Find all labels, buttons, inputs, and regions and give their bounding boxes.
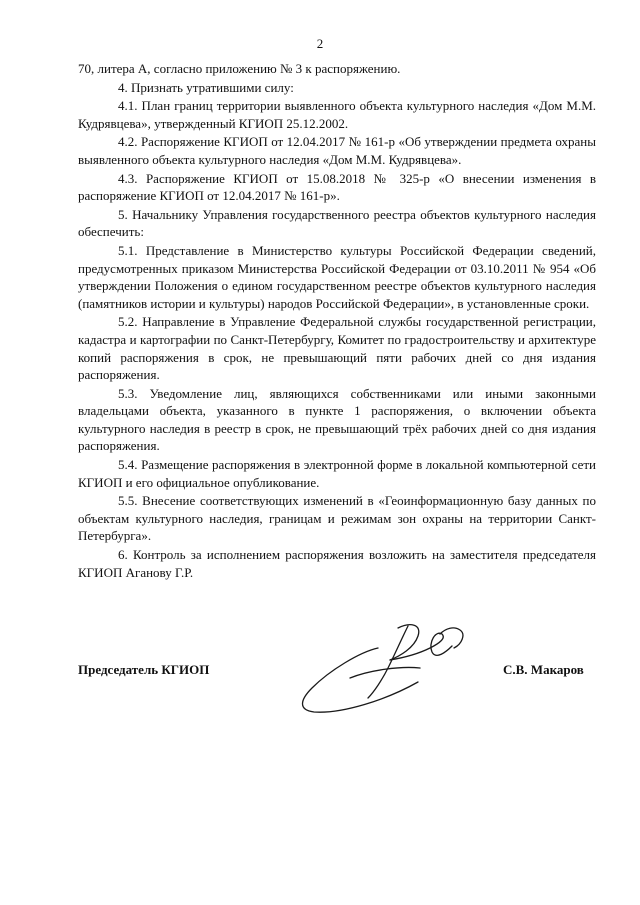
paragraph-item-4-1: 4.1. План границ территории выявленного объекта культурного наследия «Дом М.М. Кудрявцева», утвержденный КГИОП 25.12.2002.	[78, 98, 596, 131]
paragraph-item-4-3: 4.3. Распоряжение КГИОП от 15.08.2018 № 325-р «О внесении изменения в распоряжение КГИОП от 12.04.2017 № 161-р».	[78, 170, 596, 204]
page-number: 2	[316, 36, 324, 51]
paragraph-continuation: 70, литера А, согласно приложению № 3 к распоряжению.	[78, 61, 401, 76]
paragraph-item-5-3: 5.3. Уведомление лиц, являющихся собственниками или иными законными владельцами объекта, указанного в пункте 1 распоряжения, о включении объекта культурного наследия в реестр в срок, не превышающий трёх рабочих дней со дня издания распоряжения.	[78, 385, 596, 454]
paragraph-item-5-5: 5.5. Внесение соответствующих изменений в «Геоинформационную базу данных по объектам культурного наследия, границам и режимам зон охраны на территории Санкт-Петербурга».	[78, 493, 596, 544]
paragraph-item-5: 5. Начальнику Управления государственного реестра объектов культурного наследия обеспечить:	[78, 206, 596, 240]
signatory-name: С.В. Макаров	[503, 662, 584, 677]
paragraph-item-5-4: 5.4. Размещение распоряжения в электронной форме в локальной компьютерной сети КГИОП и его официальное опубликование.	[78, 457, 596, 490]
signatory-title: Председатель КГИОП	[78, 662, 210, 677]
paragraph-item-4: 4. Признать утратившими силу:	[118, 79, 294, 95]
paragraph-item-6: 6. Контроль за исполнением распоряжения возложить на заместителя председателя КГИОП Аганову Г.Р.	[78, 547, 596, 580]
paragraph-item-5-1: 5.1. Представление в Министерство культуры Российской Федерации сведений, предусмотренных приказом Министерства Российской Федерации от 03.10.2011 № 954 «Об утверждении Положения о едином государственном реестре объектов культурного наследия (памятников истории и культуры) народов Российской Федерации», в установленные сроки.	[78, 242, 596, 311]
paragraph-item-5-2: 5.2. Направление в Управление Федеральной службы государственной регистрации, кадастра и картографии по Санкт-Петербургу, Комитет по градостроительству и архитектуре копий распоряжения в срок, не превышающий пяти рабочих дней со дня издания распоряжения.	[78, 314, 596, 383]
paragraph-item-4-2: 4.2. Распоряжение КГИОП от 12.04.2017 № 161-р «Об утверждении предмета охраны выявленного объекта культурного наследия «Дом М.М. Кудрявцева».	[78, 134, 596, 167]
document-body	[78, 60, 596, 582]
handwritten-signature	[290, 608, 490, 718]
